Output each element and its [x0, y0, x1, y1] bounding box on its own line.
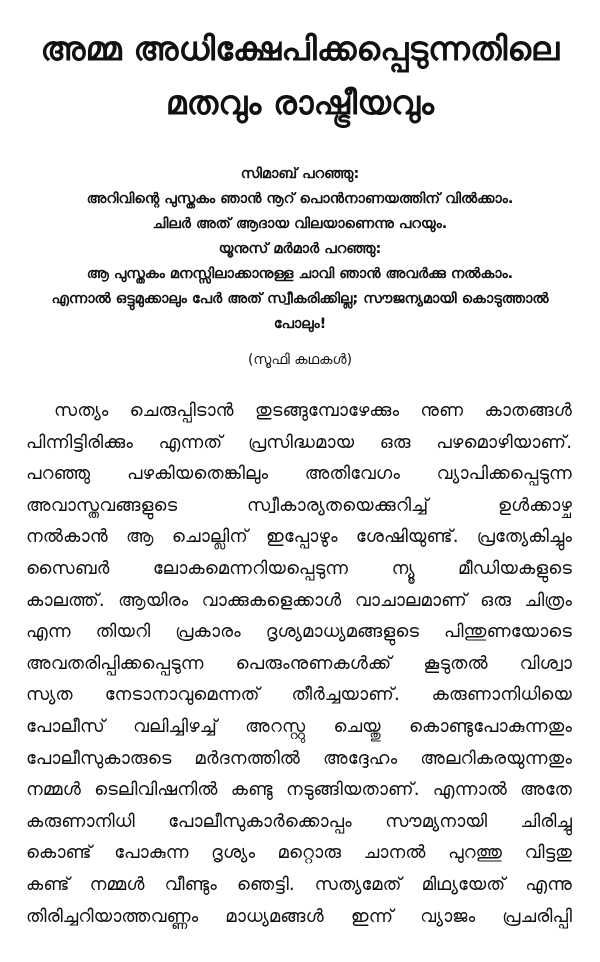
chapter-title-line-2: മതവും രാഷ്ട്രീയവും: [165, 83, 435, 122]
chapter-title-line-1: അമ്മ അധിക്ഷേപിക്കപ്പെടുന്നതിലെ: [40, 29, 560, 68]
body-line: പോലീസുകാരുടെ മർദനത്തിൽ അദ്ദേഹം അലറികരയുന്നതും: [26, 747, 572, 769]
body-line: നമ്മൾ ടെലിവിഷനിൽ കണ്ടു നടുങ്ങിയതാണ്. എന്നാൽ അതേ: [26, 779, 572, 801]
epigraph-line: യൂനുസ് മർമാർ പറഞ്ഞു:: [218, 241, 382, 257]
body-line: പറഞ്ഞു പഴകിയതെങ്കിലും അതിവേഗം വ്യാപിക്കപ്പെടുന്ന: [26, 463, 572, 485]
epigraph-line: ആ പുസ്തകം മനസ്സിലാക്കാനുള്ള ചാവി ഞാൻ അവർക്കു നൽകാം.: [86, 266, 514, 282]
epigraph-line: സിമാബ് പറഞ്ഞു:: [240, 166, 360, 182]
body-paragraph: [26, 395, 574, 932]
epigraph-line: അറിവിന്റെ പുസ്തകം ഞാൻ നൂറ് പൊൻനാണയത്തിന് വിൽക്കാം.: [86, 191, 514, 207]
body-line: തിരിച്ചറിയാത്തവണ്ണം മാധ്യമങ്ങൾ ഇന്ന് വ്യാജം പ്രചരിപ്പി: [26, 905, 572, 927]
body-line: നൽകാൻ ആ ചൊല്ലിന് ഇപ്പോഴും ശേഷിയുണ്ട്. പ്രത്യേകിച്ചും: [26, 526, 572, 548]
body-line: അവാസ്തവങ്ങളുടെ സ്വീകാര്യതയെക്കുറിച്ച് ഉൾക്കാഴ്ച: [26, 494, 572, 516]
body-line: സത്യം ചെരുപ്പിടാൻ തുടങ്ങുമ്പോഴേക്കും നുണ കാതങ്ങൾ: [54, 400, 572, 421]
body-line: പിന്നിട്ടിരിക്കും എന്നത് പ്രസിദ്ധമായ ഒരു പഴമൊഴിയാണ്.: [26, 431, 572, 453]
chapter-title: [26, 22, 574, 130]
body-line: അവതരിപ്പിക്കപ്പെടുന്ന പെരുംനുണകൾക്ക് കൂടുതൽ വിശ്വാ: [26, 652, 572, 674]
body-line: കരുണാനിധി പോലീസുകാർക്കൊപ്പം സൗമ്യനായി ചിരിച്ചു: [26, 810, 572, 832]
body-line: സ്യത നേടാനാവുമെന്നത് തീർച്ചയാണ്. കരുണാനിധിയെ: [26, 684, 572, 706]
body-line: എന്ന തിയറി പ്രകാരം ദൃശ്യമാധ്യമങ്ങളുടെ പിന്തുണയോടെ: [26, 621, 572, 643]
body-line: കാലത്ത്. ആയിരം വാക്കുകളെക്കാൾ വാചാലമാണ് ഒരു ചിത്രം: [26, 589, 572, 611]
epigraph: [26, 162, 574, 337]
body-line: കണ്ട് നമ്മൾ വീണ്ടും ഞെട്ടി. സത്യമേത് മിഥ്യയേത് എന്നു: [26, 873, 572, 895]
epigraph-line: ചിലർ അത് ആദായ വിലയാണെന്നു പറയും.: [152, 216, 448, 232]
body-line: സൈബർ ലോകമെന്നറിയപ്പെടുന്ന ന്യൂ മീഡിയകളുടെ: [26, 557, 572, 579]
epigraph-source: (സൂഫി കഥകൾ): [247, 352, 353, 368]
body-line: പോലീസ് വലിച്ചിഴച്ച് അറസ്റ്റു ചെയ്തു കൊണ്ടുപോകുന്നതും: [26, 715, 572, 737]
epigraph-line: എന്നാൽ ഒട്ടുമുക്കാലും പേർ അത് സ്വീകരിക്കില്ല; സൗജന്യമായി കൊടുത്താൽ പോലും!: [51, 291, 549, 332]
body-line: കൊണ്ട് പോകുന്ന ദൃശ്യം മറ്റൊരു ചാനൽ പുറത്തു വിട്ടതു: [26, 842, 572, 864]
